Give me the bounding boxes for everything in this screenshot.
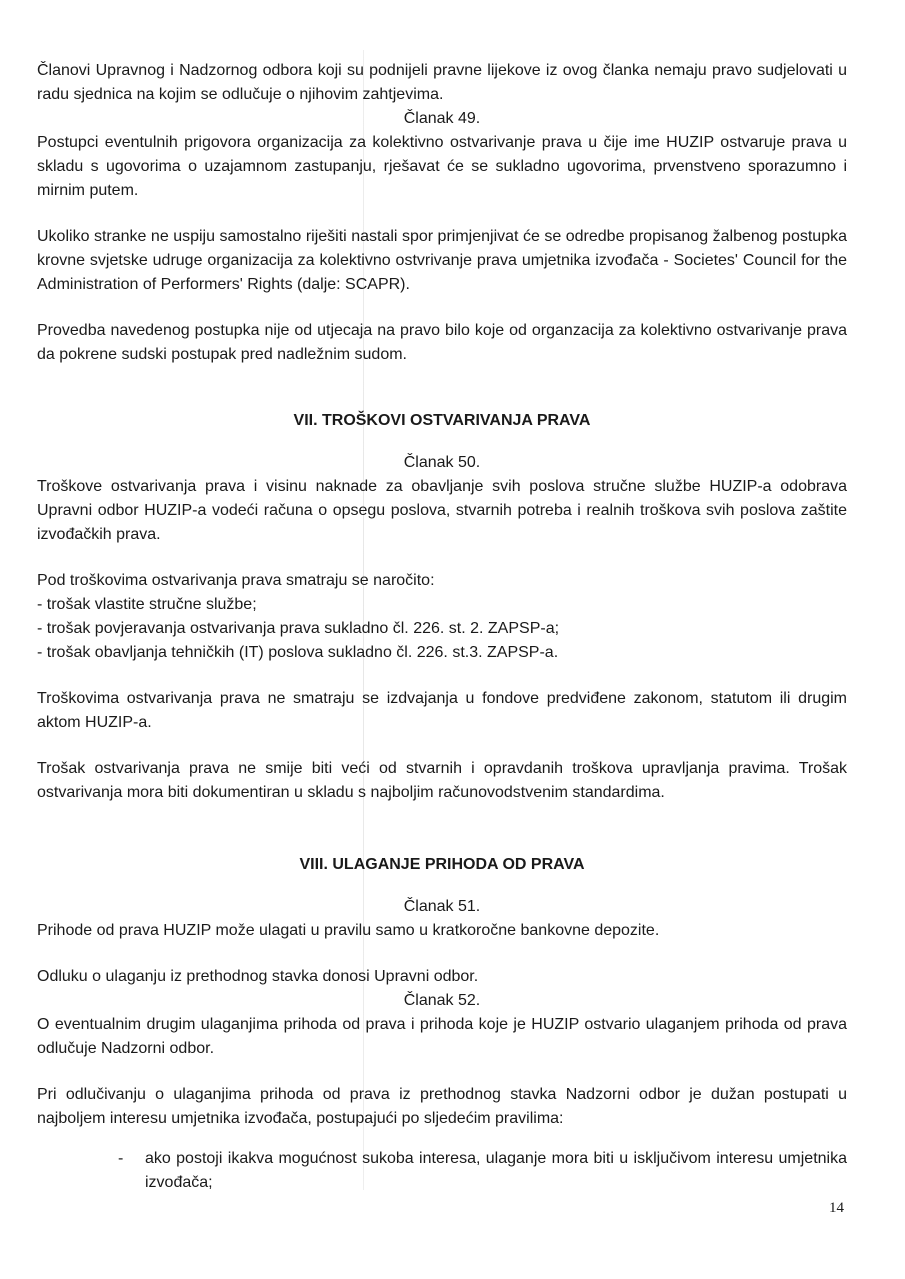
article-52-title: Članak 52. — [403, 992, 481, 1009]
article-49-title: Članak 49. — [403, 110, 481, 127]
article-50-title: Članak 50. — [403, 454, 481, 471]
article-50-paragraph-3: Troškovima ostvarivanja prava ne smatraju se izdvajanja u fondove predviđene zakonom, statutom ili drugim aktom HUZIP-a. — [37, 690, 847, 731]
cost-list — [37, 593, 847, 665]
article-49-paragraph-1: Postupci eventulnih prigovora organizacija za kolektivno ostvarivanje prava u čije ime HUZIP ostvaruje prava u skladu s ugovorima o uzajamnom zastupanju, rješavat će se sukladno ugovorima, prvenstveno sporazumno i mirnim putem. — [37, 134, 847, 199]
list-item: - trošak vlastite stručne službe; — [37, 596, 257, 613]
document-page — [37, 59, 847, 1211]
bullet-dash: - — [118, 1150, 124, 1167]
article-49-paragraph-3: Provedba navedenog postupka nije od utjecaja na pravo bilo koje od organzacija za kolektivno ostvarivanje prava da pokrene sudski postupak pred nadležnim sudom. — [37, 322, 847, 363]
article-52-paragraph-2: Pri odlučivanju o ulaganjima prihoda od prava iz prethodnog stavka Nadzorni odbor je dužan postupati u najboljem interesu umjetnika izvođača, postupajući po sljedećim pravilima: — [37, 1086, 847, 1127]
article-50-paragraph-4: Trošak ostvarivanja prava ne smije biti veći od stvarnih i opravdanih troškova upravljanja pravima. Trošak ostvarivanja mora biti dokumentiran u skladu s najboljim računovodstvenim standardima. — [37, 760, 847, 801]
article-49-paragraph-2: Ukoliko stranke ne uspiju samostalno riješiti nastali spor primjenjivat će se odredbe propisanog žalbenog postupka krovne svjetske udruge organizacija za kolektivno ostvrivanje prava umjetnika izvođača - Societes' Council for the Administration of Performers' Rights (dalje: SCAPR). — [37, 228, 847, 293]
page-number: 14 — [829, 1200, 844, 1216]
article-51-paragraph-2: Odluku o ulaganju iz prethodnog stavka donosi Upravni odbor. — [37, 968, 479, 985]
article-52-paragraph-1: O eventualnim drugim ulaganjima prihoda od prava i prihoda koje je HUZIP ostvario ulaganjem prihoda od prava odlučuje Nadzorni odbor. — [37, 1016, 847, 1057]
article-51-paragraph-1: Prihode od prava HUZIP može ulagati u pravilu samo u kratkoročne bankovne depozite. — [37, 922, 660, 939]
list-item: - trošak povjeravanja ostvarivanja prava sukladno čl. 226. st. 2. ZAPSP-a; — [37, 620, 560, 637]
article-50-paragraph-1: Troškove ostvarivanja prava i visinu naknade za obavljanje svih poslova stručne službe HUZIP-a odobrava Upravni odbor HUZIP-a vodeći računa o opsegu poslova, stvarnih potreba i realnih troškova svih poslova zaštite izvođačkih prava. — [37, 478, 847, 543]
section-heading-viii: VIII. ULAGANJE PRIHODA OD PRAVA — [299, 856, 585, 873]
section-heading-vii: VII. TROŠKOVI OSTVARIVANJA PRAVA — [293, 412, 591, 429]
bullet-text: ako postoji ikakva mogućnost sukoba interesa, ulaganje mora biti u isključivom interesu umjetnika izvođača; — [145, 1150, 847, 1191]
article-52-bullet-item — [37, 1147, 847, 1195]
article-51-title: Članak 51. — [403, 898, 481, 915]
list-item: - trošak obavljanja tehničkih (IT) poslova sukladno čl. 226. st.3. ZAPSP-a. — [37, 644, 559, 661]
paragraph-members-appeals: Članovi Upravnog i Nadzornog odbora koji su podnijeli pravne lijekove iz ovog članka nemaju pravo sudjelovati u radu sjednica na kojim se odlučuje o njihovim zahtjevima. — [37, 62, 847, 103]
article-50-paragraph-2-intro: Pod troškovima ostvarivanja prava smatraju se naročito: — [37, 572, 435, 589]
